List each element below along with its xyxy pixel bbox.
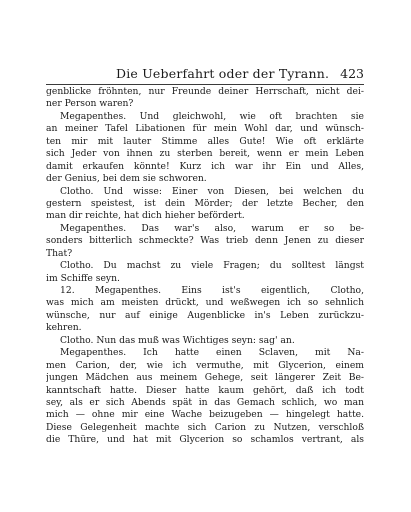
text-line: Megapenthes. Und gleichwohl, wie oft brachten sie bbox=[60, 110, 364, 122]
text-line: sonders bitterlich schmeckte? Was trieb denn Jenen zu dieser bbox=[46, 235, 364, 247]
text-line: Clotho. Nun das muß was Wichtiges seyn: sag' an. bbox=[60, 334, 295, 346]
text-line: sey, als er sich Abends spät in das Gemach schlich, wo man bbox=[46, 396, 364, 408]
text-line: 12. Megapenthes. Eins ist's eigentlich, Clotho, bbox=[60, 285, 364, 296]
text-line: wünsche, nur auf einige Augenblicke in's Leben zurückzu- bbox=[46, 309, 364, 321]
text-line: That? bbox=[46, 247, 73, 259]
text-line: ner Person waren? bbox=[46, 98, 134, 110]
text-line: Clotho. Und wisse: Einer von Diesen, bei welchen du bbox=[60, 185, 364, 197]
text-line: kanntschaft hatte. Dieser hatte kaum gehört, daß ich todt bbox=[46, 384, 364, 396]
text-line: genblicke fröhnten, nur Freunde deiner Herrschaft, nicht dei- bbox=[46, 86, 364, 97]
text-line: an meiner Tafel Libationen für mein Wohl dar, und wünsch- bbox=[46, 123, 364, 135]
text-line: damit erkaufen könnte! Kurz ich war ihr Ein und Alles, bbox=[46, 160, 364, 172]
text-line: kehren. bbox=[46, 322, 82, 334]
text-line: jungen Mädchen aus meinem Gehege, seit längerer Zeit Be- bbox=[46, 372, 364, 384]
text-line: sich Jeder von ihnen zu sterben bereit, wenn er mein Leben bbox=[46, 148, 364, 160]
text-line: mich — ohne mir eine Wache beizugeben — hingelegt hatte. bbox=[46, 409, 364, 421]
page-number: 423 bbox=[340, 66, 364, 81]
running-title: Die Ueberfahrt oder der Tyrann. bbox=[116, 66, 330, 81]
text-line: die Thüre, und hat mit Glycerion so schamlos vertrant, als bbox=[46, 434, 364, 446]
header-rule bbox=[46, 84, 364, 85]
page-header bbox=[46, 66, 364, 84]
text-line: men Carion, der, wie ich vermuthe, mit Glycerion, einem bbox=[46, 359, 364, 371]
text-line: der Genius, bei dem sie schworen. bbox=[46, 173, 207, 185]
text-line: gestern speistest, ist dein Mörder; der letzte Becher, den bbox=[46, 197, 364, 209]
text-line: Megapenthes. Das war's also, warum er so be- bbox=[60, 222, 364, 234]
text-line: ten mir mit lauter Stimme alles Gute! Wie oft erklärte bbox=[46, 135, 364, 147]
page-body-text bbox=[46, 86, 364, 447]
text-line: was mich am meisten drückt, und weßwegen ich so sehnlich bbox=[46, 297, 364, 309]
text-line: Clotho. Du machst zu viele Fragen; du solltest längst bbox=[60, 260, 364, 272]
text-line: Diese Gelegenheit machte sich Carion zu Nutzen, verschloß bbox=[46, 421, 364, 433]
text-line: Megapenthes. Ich hatte einen Sclaven, mit Na- bbox=[60, 347, 364, 359]
text-line: man dir reichte, hat dich hieher befördert. bbox=[46, 210, 245, 222]
text-line: im Schiffe seyn. bbox=[46, 272, 120, 284]
